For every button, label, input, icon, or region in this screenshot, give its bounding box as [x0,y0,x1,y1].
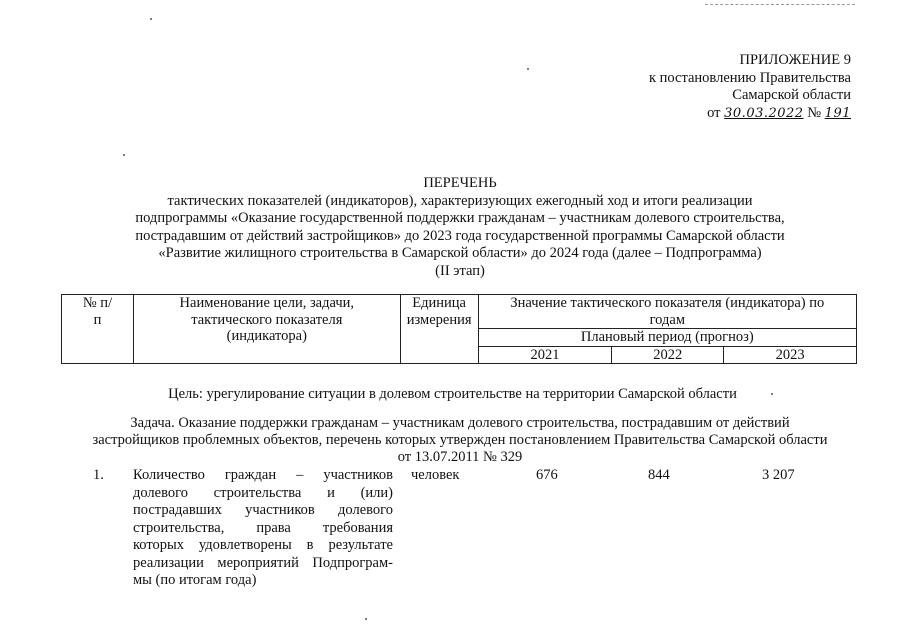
title-line-3: пострадавшим от действий застройщиков» до 2023 года государственной программы Самарской области [135,227,785,244]
row-unit: человек [411,467,460,483]
header-unit: Единица измерения [400,295,478,364]
task-block [60,415,860,466]
appendix-title: ПРИЛОЖЕНИЕ 9 [739,52,851,68]
scan-speck [365,618,367,620]
appendix-date-line [649,105,851,123]
row-name-line-7: мы (по итогам года) [133,572,257,588]
handwritten-number: 191 [824,105,851,121]
appendix-line3: Самарской области [732,87,851,103]
appendix-line2: к постановлению Правительства [649,69,851,86]
row-name-line-5: которых удовлетворены в результате [133,537,393,553]
task-line-3: от 13.07.2011 № 329 [397,449,523,465]
scan-speck [123,154,125,156]
handwritten-date: 30.03.2022 [724,105,804,121]
row-number: 1. [93,467,104,483]
date-prefix: от [707,104,721,121]
title-line-5: (II этап) [435,262,485,279]
header-year-2022: 2022 [612,346,724,364]
scan-speck [527,68,529,70]
scan-speck [150,18,152,20]
title-heading: ПЕРЕЧЕНЬ [423,175,497,191]
header-year-2023: 2023 [724,346,857,364]
goal-line: Цель: урегулирование ситуации в долевом строительстве на территории Самарской области [168,386,737,402]
row-value-2022: 844 [648,467,670,483]
row-name-line-3: пострадавших участников долевого [133,502,393,518]
indicators-table-header [61,294,857,364]
task-line-2: застройщиков проблемных объектов, перечень которых утвержден постановлением Правительства Самарской области [92,432,828,448]
row-indicator-name [133,467,393,590]
header-period: Плановый период (прогноз) [478,329,856,347]
header-value: Значение тактического показателя (индикатора) по годам [478,295,856,329]
row-name-line-4: строительства, права требования [133,519,393,536]
appendix-block [649,52,851,122]
scan-speck [771,393,773,395]
title-line-4: «Развитие жилищного строительства в Самарской области» до 2024 года (далее – Подпрограмма) [158,245,762,261]
title-line-1: тактических показателей (индикаторов), характеризующих ежегодный ход и итоги реализации [167,192,753,209]
row-name-line-6: реализации мероприятий Подпрограм- [133,554,393,571]
number-label: № [807,104,822,121]
header-num: № п/п [62,295,134,364]
row-value-2023: 3 207 [762,467,795,483]
header-name: Наименование цели, задачи, тактического показателя (индикатора) [133,295,400,364]
task-line-1: Задача. Оказание поддержки гражданам – участникам долевого строительства, пострадавшим от действий [130,415,790,431]
header-year-2021: 2021 [478,346,612,364]
row-name-line-1: Количество граждан – участников [133,467,393,483]
row-value-2021: 676 [536,467,558,483]
scan-artifact-line [705,4,855,5]
title-line-2: подпрограммы «Оказание государственной поддержки гражданам – участникам долевого строительства, [135,210,785,226]
document-title [60,175,860,280]
row-name-line-2: долевого строительства и (или) [133,484,393,501]
